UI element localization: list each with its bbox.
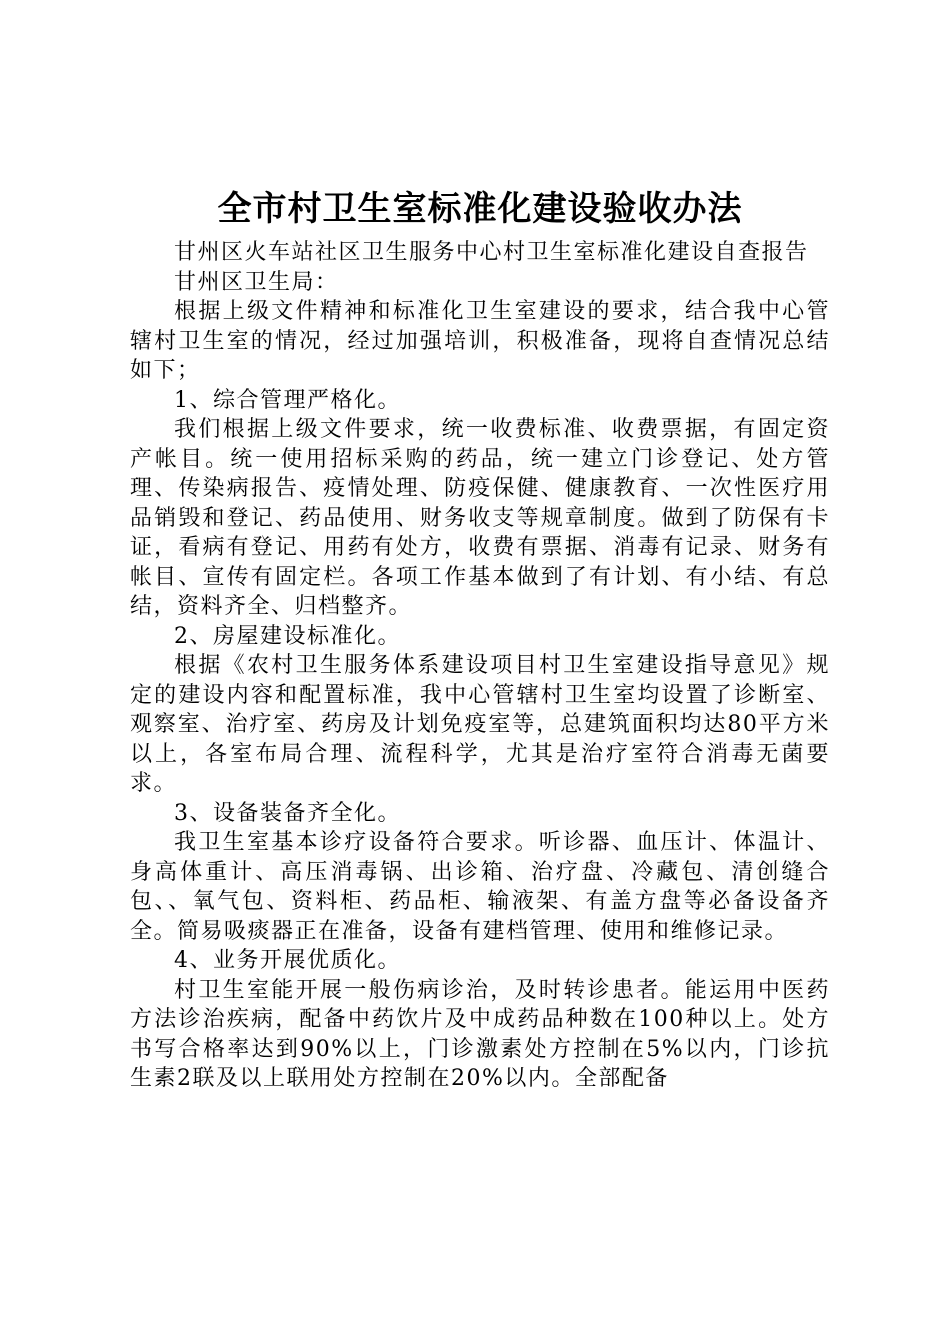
document-body	[130, 238, 830, 1094]
addressee: 甘州区卫生局：	[174, 269, 339, 295]
section-heading-2: 2、房屋建设标准化。	[174, 623, 401, 649]
document-page	[130, 186, 830, 1094]
section-heading-1: 1、综合管理严格化。	[174, 387, 401, 413]
section-heading-4: 4、业务开展优质化。	[174, 948, 401, 973]
intro-paragraph: 根据上级文件精神和标准化卫生室建设的要求，结合我中心管辖村卫生室的情况，经过加强培训，积极准备，现将自查情况总结如下；	[130, 299, 830, 383]
section-paragraph-3: 我卫生室基本诊疗设备符合要求。听诊器、血压计、体温计、身高体重计、高压消毒锅、出诊箱、治疗盘、冷藏包、清创缝合包、、氧气包、资料柜、药品柜、输液架、有盖方盘等必备设备齐全。简易吸痰器正在准备，设备有建档管理、使用和维修记录。	[130, 830, 830, 944]
section-paragraph-1: 我们根据上级文件要求，统一收费标准、收费票据，有固定资产帐目。统一使用招标采购的药品，统一建立门诊登记、处方管理、传染病报告、疫情处理、防疫保健、健康教育、一次性医疗用品销毁和登记、药品使用、财务收支等规章制度。做到了防保有卡证，看病有登记、用药有处方，收费有票据、消毒有记录、财务有帐目、宣传有固定栏。各项工作基本做到了有计划、有小结、有总结，资料齐全、归档整齐。	[130, 417, 830, 619]
section-paragraph-2: 根据《农村卫生服务体系建设项目村卫生室建设指导意见》规定的建设内容和配置标准，我中心管辖村卫生室均设置了诊断室、观察室、治疗室、药房及计划免疫室等，总建筑面积均达80平方米以上，各室布局合理、流程科学，尤其是治疗室符合消毒无菌要求。	[130, 653, 830, 796]
section-heading-3: 3、设备装备齐全化。	[174, 800, 401, 826]
section-paragraph-4: 村卫生室能开展一般伤病诊治，及时转诊患者。能运用中医药方法诊治疾病，配备中药饮片及中成药品种数在100种以上。处方书写合格率达到90%以上，门诊激素处方控制在5%以内，门诊抗生素2联及以上联用处方控制在20%以内。全部配备	[130, 977, 830, 1091]
report-heading: 甘州区火车站社区卫生服务中心村卫生室标准化建设自查报告	[174, 240, 809, 265]
document-title: 全市村卫生室标准化建设验收办法	[217, 189, 743, 229]
